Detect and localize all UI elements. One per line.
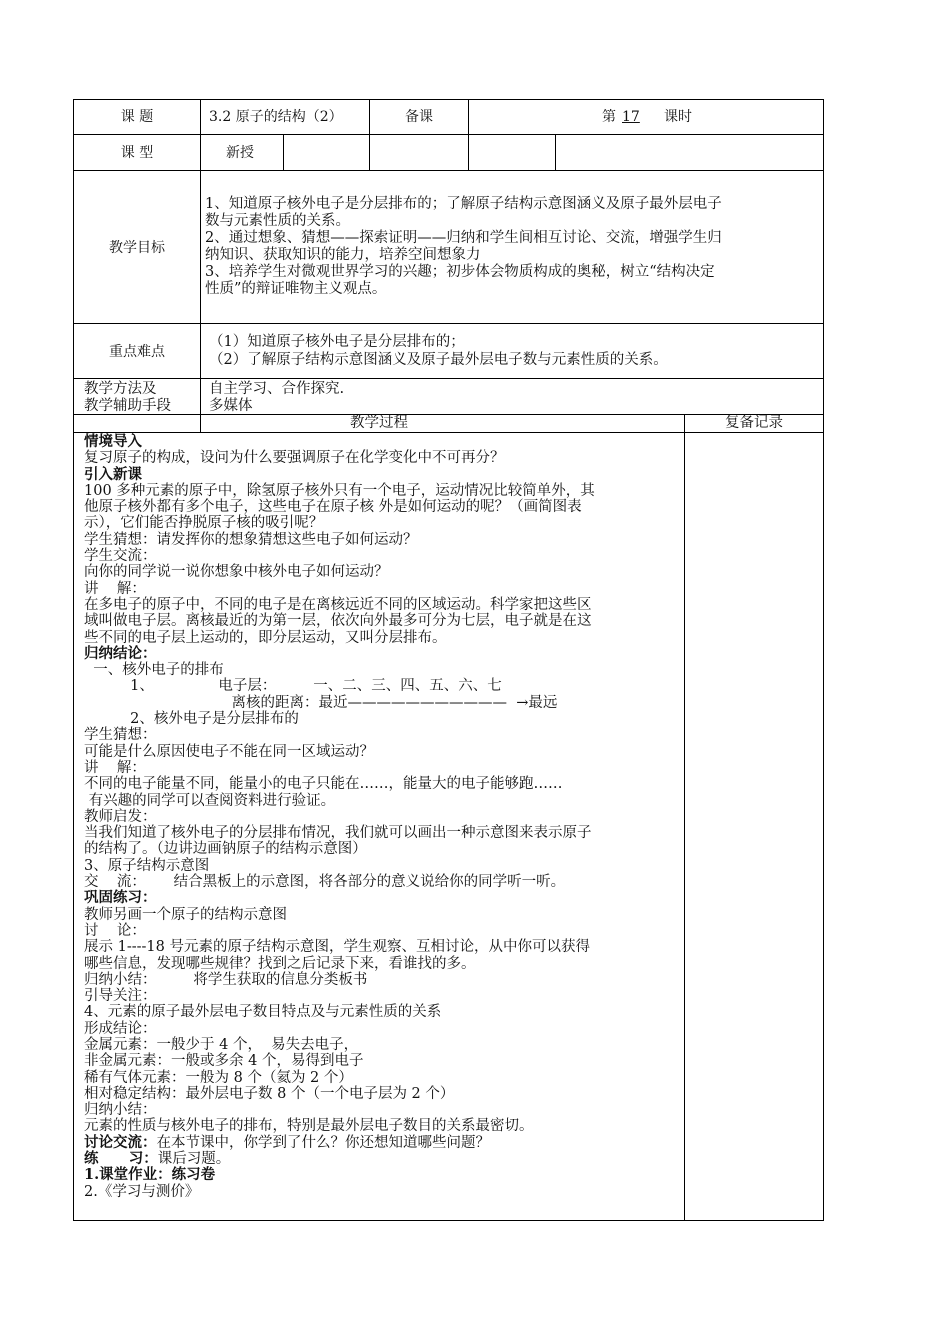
period-field <box>602 109 692 125</box>
process-line: 2.《学习与测价》 <box>84 1183 200 1200</box>
period-number: 17 <box>622 109 640 125</box>
process-line: 相对稳定结构：最外层电子数 8 个（一个电子层为 2 个） <box>84 1085 455 1102</box>
process-line: 归纳小结： <box>84 1102 157 1119</box>
objective-line: 数与元素性质的关系。 <box>205 213 350 229</box>
objective-line: 2、通过想象、猜想——探索证明——归纳和学生间相互讨论、交流，增强学生归 <box>205 230 722 246</box>
process-line: 稀有气体元素：一般为 8 个（氦为 2 个） <box>84 1069 353 1086</box>
process-line: 域叫做电子层。离核最近的为第一层，依次向外最多可分为七层，电子就是在这 <box>84 613 592 630</box>
section-heading: 情境导入 <box>84 433 142 450</box>
process-line: 金属元素：一般少于 4 个， 易失去电子， <box>84 1036 359 1053</box>
process-line: 引导关注： <box>84 988 157 1005</box>
topic-value: 3.2 原子的结构（2） <box>209 109 343 125</box>
process-line: 3、原子结构示意图 <box>84 857 210 874</box>
rule <box>73 378 824 379</box>
process-line: 形成结论： <box>84 1020 157 1037</box>
rule <box>468 99 469 171</box>
keypoint-line: （1）知道原子核外电子是分层排布的； <box>209 334 465 350</box>
process-line: 归纳小结： 将学生获取的信息分类板书 <box>84 971 368 988</box>
rule <box>73 170 824 171</box>
keypoint-line: （2）了解原子结构示意图涵义及原子最外层电子数与元素性质的关系。 <box>209 352 668 368</box>
process-line: 讲 解： <box>84 580 146 597</box>
process-line: 有兴趣的同学可以查阅资料进行验证。 <box>84 792 336 809</box>
process-line: 示），它们能否挣脱原子核的吸引呢？ <box>84 515 324 532</box>
rule <box>73 323 824 324</box>
process-line: 在多电子的原子中，不同的电子是在离核远近不同的区域运动。科学家把这些区 <box>84 596 592 613</box>
record-header: 复备记录 <box>725 415 783 431</box>
process-line: 讲 解： <box>84 759 146 776</box>
process-line: 复习原子的构成，设问为什么要强调原子在化学变化中不可再分？ <box>84 450 505 467</box>
process-line: 教师启发： <box>84 808 157 825</box>
rule <box>200 99 201 433</box>
objective-line: 纳知识、获取知识的能力，培养空间想象力 <box>205 247 481 263</box>
rule-right <box>823 99 824 1221</box>
rule-bottom <box>73 1220 824 1221</box>
rule <box>73 134 824 135</box>
rule <box>73 432 824 433</box>
objective-line: 3、培养学生对微观世界学习的兴趣；初步体会物质构成的奥秘，树立“结构决定 <box>205 264 715 280</box>
prep-label: 备课 <box>405 109 433 125</box>
process-line: 一、核外电子的排布 <box>84 662 224 679</box>
process-line: 他原子核外都有多个电子，这些电子在原子核 外是如何运动的呢？（画简图表 <box>84 499 582 516</box>
process-body <box>84 434 684 1200</box>
process-line: 离核的距离：最近——————————— →最远 <box>84 694 558 711</box>
process-line: 讨 论： <box>84 922 146 939</box>
process-line: 2、核外电子是分层排布的 <box>84 711 299 728</box>
rule <box>283 134 284 171</box>
rule-top <box>73 99 824 100</box>
methods-label-2: 教学辅助手段 <box>84 398 171 414</box>
type-label: 课 型 <box>120 145 154 161</box>
process-line: 可能是什么原因使电子不能在同一区域运动？ <box>84 743 374 760</box>
section-heading: 1.课堂作业：练习卷 <box>84 1166 216 1184</box>
type-value: 新授 <box>226 145 254 161</box>
process-line: 练 习：课后习题。 <box>84 1150 231 1168</box>
methods-label-1: 教学方法及 <box>84 381 157 397</box>
objectives-text <box>205 196 820 298</box>
process-line: 教师另画一个原子的结构示意图 <box>84 906 287 923</box>
process-line: 向你的同学说一说你想象中核外电子如何运动？ <box>84 564 389 581</box>
topic-label: 课 题 <box>120 109 154 125</box>
section-heading: 巩固练习： <box>84 889 157 907</box>
keypoints-label: 重点难点 <box>109 344 165 360</box>
process-line: 学生猜想： <box>84 727 157 744</box>
section-heading: 归纳结论： <box>84 644 157 662</box>
process-line: 非金属元素：一般或多余 4 个，易得到电子 <box>84 1053 364 1070</box>
period-suffix: 课时 <box>664 109 692 125</box>
process-line: 4、元素的原子最外层电子数目特点及与元素性质的关系 <box>84 1004 442 1021</box>
section-heading: 引入新课 <box>84 465 142 483</box>
process-line: 学生猜想：请发挥你的想象猜想这些电子如何运动？ <box>84 531 418 548</box>
objective-line: 1、知道原子核外电子是分层排布的；了解原子结构示意图涵义及原子最外层电子 <box>205 196 722 212</box>
process-line: 学生交流： <box>84 548 157 565</box>
methods-value-2: 多媒体 <box>209 398 253 414</box>
objective-line: 性质”的辩证唯物主义观点。 <box>205 281 387 297</box>
rule <box>555 134 556 171</box>
process-line: 元素的性质与核外电子的排布，特别是最外层电子数目的关系最密切。 <box>84 1118 534 1135</box>
period-prefix: 第 <box>602 109 616 125</box>
process-line: 的结构了。（边讲边画钠原子的结构示意图） <box>84 841 367 858</box>
process-line: 些不同的电子层上运动的，即分层运动，又叫分层排布。 <box>84 629 447 646</box>
rule-left <box>73 99 74 1221</box>
process-line: 1、 电子层： 一、二、三、四、五、六、七 <box>84 678 502 695</box>
process-line: 当我们知道了核外电子的分层排布情况，我们就可以画出一种示意图来表示原子 <box>84 825 592 842</box>
process-line: 100 多种元素的原子中，除氢原子核外只有一个电子，运动情况比较简单外，其 <box>84 482 595 499</box>
rule <box>684 414 685 1221</box>
methods-value-1: 自主学习、合作探究. <box>209 381 345 397</box>
process-line: 不同的电子能量不同，能量小的电子只能在……，能量大的电子能够跑…… <box>84 776 563 793</box>
process-line: 哪些信息，发现哪些规律？找到之后记录下来，看谁找的多。 <box>84 955 476 972</box>
objectives-label: 教学目标 <box>109 240 165 256</box>
process-header: 教学过程 <box>350 415 408 431</box>
process-line: 交 流： 结合黑板上的示意图，将各部分的意义说给你的同学听一听。 <box>84 874 566 891</box>
process-line: 讨论交流：在本节课中，你学到了什么？你还想知道哪些问题？ <box>84 1133 490 1151</box>
process-line: 展示 1----18 号元素的原子结构示意图，学生观察、互相讨论，从中你可以获得 <box>84 939 590 956</box>
